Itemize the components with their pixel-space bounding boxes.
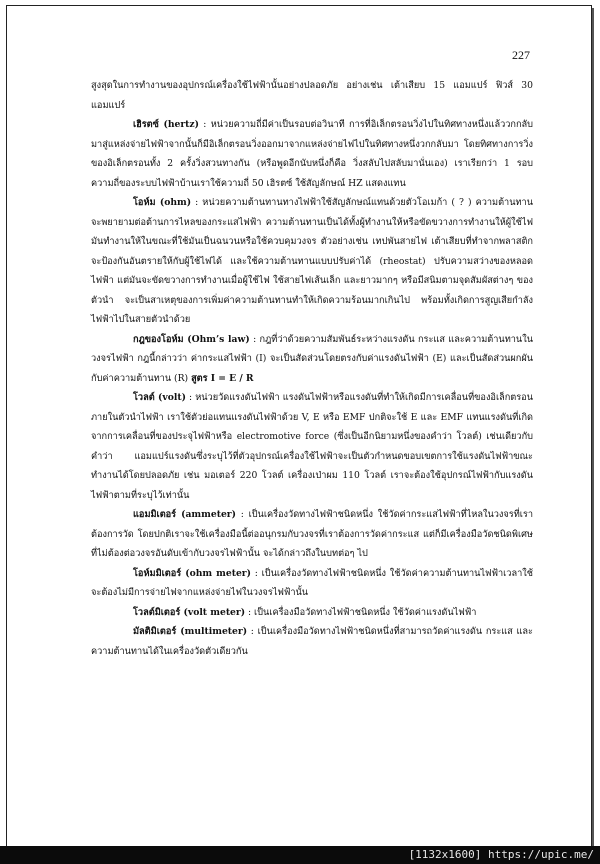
entry-volt	[91, 388, 533, 505]
definition-ohms-law: : กฎที่ว่าด้วยความสัมพันธ์ระหว่างแรงดัน กระแส และความต้านทานในวงจรไฟฟ้า กฎนี้กล่าวว่า ค่ากระแสไฟฟ้า (I) จะเป็นสัดส่วนโดยตรงกับค่าแรงดันไฟฟ้า (E) และเป็นสัดส่วนผกผันกับค่าความต้านทาน (R)	[91, 333, 533, 384]
image-host-footer[interactable]: [1132x1600] https://upic.me/	[0, 846, 600, 864]
definition-ammeter: : เป็นเครื่องวัดทางไฟฟ้าชนิดหนึ่ง ใช้วัดค่ากระแสไฟฟ้าที่ไหลในวงจรที่เราต้องการวัด โดยปกติเราจะใช้เครื่องมือนี้ต่ออนุกรมกับวงจรที่เราต้องการวัดค่ากระแส แต่ก็มีเครื่องมือวัดชนิดพิเศษที่ไม่ต้องต่อวงจรอันดับเข้ากับวงจรไฟฟ้านั้น จะได้กล่าวถึงในบทต่อๆ ไป	[91, 509, 533, 559]
entry-ohms-law	[91, 330, 533, 389]
definition-ohm-meter: : เป็นเครื่องวัดทางไฟฟ้าชนิดหนึ่ง ใช้วัดค่าความต้านทานไฟฟ้าเวลาใช้จะต้องไม่มีการจ่ายไฟจากแหล่งจ่ายไฟในวงจรไฟฟ้านั้น	[91, 567, 533, 598]
term-volt-meter: โวลต์มิเตอร์ (volt meter)	[133, 606, 246, 618]
term-ohm-meter: โอห์มมิเตอร์ (ohm meter)	[133, 567, 251, 579]
term-volt: โวลต์ (volt)	[133, 392, 186, 403]
entry-ammeter	[91, 505, 533, 564]
term-ohm: โอห์ม (ohm)	[133, 197, 192, 208]
entry-ohm	[91, 193, 533, 330]
definition-hertz: : หน่วยความถี่มีค่าเป็นรอบต่อวินาที การที่อิเล็กตรอนวิ่งไปในทิศทางหนึ่งแล้ววกกลับมาสู่แหล่งจ่ายไฟฟ้าจากนั้นก็มีอิเล็กตรอนวิ่งออกมาจากแหล่งจ่ายไฟไปในทิศทางหนึ่งวกกลับมา โดยทิศทางการวิ่งของอิเล็กตรอนทั้ง 2 ครั้งวิ่งสวนทางกัน (หรือพูดอีกนับหนึ่งก็คือ วิ่งสลับไปสลับมานั่นเอง) เราเรียกว่า 1 รอบ ความถี่ของระบบไฟฟ้าบ้านเราใช้ความถี่ 50 เฮิรตซ์ ใช้สัญลักษณ์ HZ แสดงแทน	[91, 119, 534, 189]
term-ammeter: แอมมิเตอร์ (ammeter)	[133, 509, 236, 520]
definition-volt: : หน่วยวัดแรงดันไฟฟ้า แรงดันไฟฟ้าหรือแรงดันที่ทำให้เกิดมีการเคลื่อนที่ของอิเล็กตรอนภายในตัวนำไฟฟ้า เราใช้ตัวย่อแทนแรงดันไฟฟ้าด้วย V, E หรือ EMF ปกติจะใช้ E และ EMF แทนแรงดันที่เกิดจากการเคลื่อนที่ของประจุไฟฟ้าหรือ electromotive force (ซึ่งเป็นอีกนิยามหนึ่งของคำว่า โวลต์) เช่นเดียวกับคำว่า แอมแปร์แรงดันซึ่งระบุไว้ที่ตัวอุปกรณ์เครื่องใช้ไฟฟ้าจะเป็นตัวกำหนดขอบเขตการใช้แรงดันไฟฟ้าขณะทำงานได้โดยปลอดภัย เช่น มอเตอร์ 220 โวลต์ เครื่องเป่าผม 110 โวลต์ เราจะต้องใช้อุปกรณ์ไฟฟ้ากับแรงดันไฟฟ้าตามที่ระบุไว้เท่านั้น	[91, 392, 533, 501]
ohms-law-formula: สูตร I = E / R	[191, 372, 254, 384]
body-text	[91, 76, 533, 661]
term-ohms-law: กฎของโอห์ม (Ohm’s law)	[133, 333, 250, 345]
entry-ohm-meter	[91, 564, 533, 603]
definition-ohm: : หน่วยความต้านทานทางไฟฟ้าใช้สัญลักษณ์แทนด้วยตัวโอเมก้า ( ? ) ความต้านทานจะพยายามต่อต้านการไหลของกระแสไฟฟ้า ความต้านทานเป็นได้ทั้งผู้ทำงานให้หรือขัดขวางการทำงานให้ผู้ใช้ไฟ มันทำงานให้ในขณะที่ใช้มันเป็นฉนวนหรือใช้ควบคุมวงจร ตัวอย่างเช่น เทปพันสายไฟ เต้าเสียบที่ทำจากพลาสติก จะป้องกันอันตรายให้กับผู้ใช้ไฟได้ และใช้ความต้านทานแบบปรับค่าได้ (rheostat) ปรับความสว่างของหลอดไฟฟ้า แต่มันจะขัดขวางการทำงานเมื่อผู้ใช้ไฟ ใช้สายไฟเส้นเล็ก และยาวมากๆ หรือมีสนิมตามจุดสัมผัสต่างๆ ของตัวนำ จะเป็นสาเหตุของการเพิ่มค่าความต้านทานทำให้เกิดความร้อนมากเกินไป พร้อมทั้งเกิดการสูญเสียกำลังไฟฟ้าไปในสายตัวนำด้วย	[91, 197, 533, 325]
term-multimeter: มัลติมิเตอร์ (multimeter)	[133, 626, 248, 637]
entry-multimeter	[91, 622, 533, 661]
document-page	[6, 5, 592, 850]
definition-volt-meter: : เป็นเครื่องมือวัดทางไฟฟ้าชนิดหนึ่ง ใช้วัดค่าแรงดันไฟฟ้า	[245, 606, 477, 618]
page-number: 227	[512, 48, 530, 62]
term-hertz: เฮิรตซ์ (hertz)	[133, 119, 199, 130]
entry-volt-meter	[91, 603, 533, 623]
entry-hertz	[91, 115, 533, 193]
definition-multimeter: : เป็นเครื่องมือวัดทางไฟฟ้าชนิดหนึ่งที่สามารถวัดค่าแรงดัน กระแส และความต้านทานได้ในเครื่องวัดตัวเดียวกัน	[91, 626, 533, 657]
intro-paragraph: สูงสุดในการทำงานของอุปกรณ์เครื่องใช้ไฟฟ้านั้นอย่างปลอดภัย อย่างเช่น เต้าเสียบ 15 แอมแปร์ ฟิวส์ 30 แอมแปร์	[91, 80, 533, 111]
